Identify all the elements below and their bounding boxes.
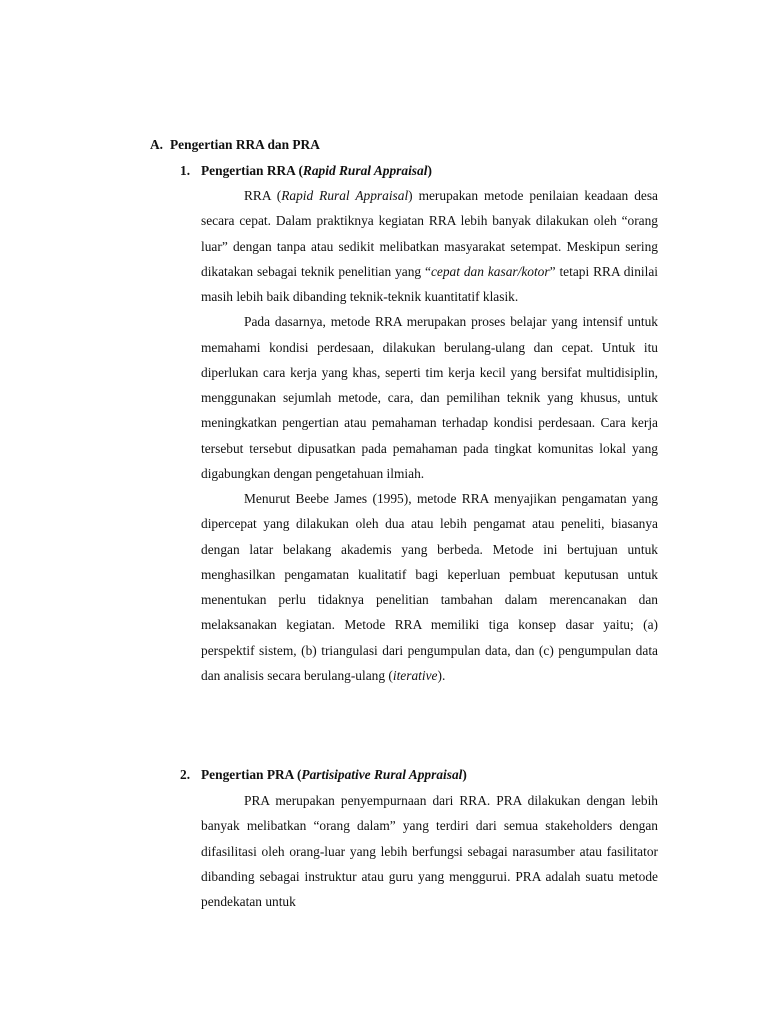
subsection-1-body (201, 183, 658, 688)
subsection-1-title-prefix: Pengertian RRA ( (201, 163, 303, 178)
section-marker: A. (150, 137, 164, 152)
subsection-1-title-suffix: ) (427, 163, 432, 178)
paragraph-rra-definition (201, 183, 658, 309)
italic-term: cepat dan kasar/kotor (430, 263, 550, 279)
text-run: ) merupakan metode penilaian keadaan desa secara cepat. Dalam praktiknya kegiatan RRA lebih banyak dilakukan oleh “orang luar” dengan tanpa atau sedikit melibatkan masyarakat setempat. Meskipun sering dikatakan sebagai teknik penelitian yang “ (201, 188, 658, 279)
italic-term: Rapid Rural Appraisal (281, 188, 409, 203)
subsection-1-title-italic: Rapid Rural Appraisal (302, 163, 428, 178)
text-run: RRA ( (244, 188, 282, 203)
subsection-2-number: 2. (180, 767, 191, 782)
subsection-2-title-suffix: ) (462, 767, 467, 782)
text-run: ” tetapi RRA dinilai masih lebih baik dibanding teknik-teknik kuantitatif klasik. (201, 263, 658, 304)
text-run: Menurut Beebe James (1995), metode RRA menyajikan pengamatan yang dipercepat yang dilakukan oleh dua atau lebih pengamat atau peneliti, biasanya dengan latar belakang akademis yang berbeda. Metode ini bertujuan untuk menghasilkan pengamatan kualitatif bagi keperluan pembuat keputusan untuk menentukan perlu tidaknya penelitian tambahan dalam merencanakan dan melaksanakan kegiatan. Metode RRA memiliki tiga konsep dasar yaitu; (a) perspektif sistem, (b) triangulasi dari pengumpulan data, dan (c) pengumpulan data dan analisis secara berulang-ulang ( (201, 491, 658, 683)
subsection-1-number: 1. (180, 163, 191, 178)
section-title: Pengertian RRA dan PRA (170, 137, 320, 152)
text-run: ). (437, 667, 446, 683)
paragraph-rra-beebe (201, 486, 658, 688)
subsection-2-title-prefix: Pengertian PRA ( (201, 767, 302, 782)
subsection-2-body (201, 788, 658, 914)
section-heading (150, 135, 320, 155)
italic-term: iterative (392, 667, 438, 683)
paragraph-pra-definition: PRA merupakan penyempurnaan dari RRA. PRA dilakukan dengan lebih banyak melibatkan “orang dalam” yang terdiri dari semua stakeholders dengan difasilitasi oleh orang-luar yang lebih berfungsi sebagai narasumber atau fasilitator dibanding sebagai instruktur atau guru yang menggurui. PRA adalah suatu metode pendekatan untuk (201, 793, 658, 909)
subsection-2-heading (180, 765, 467, 785)
subsection-2-title-italic: Partisipative Rural Appraisal (301, 767, 463, 782)
subsection-1-heading (180, 161, 432, 181)
paragraph-rra-process: Pada dasarnya, metode RRA merupakan proses belajar yang intensif untuk memahami kondisi perdesaan, dilakukan berulang-ulang dan cepat. Untuk itu diperlukan cara kerja yang khas, seperti tim kerja kecil yang bersifat multidisiplin, menggunakan sejumlah metode, cara, dan pemilihan teknik yang khusus, untuk meningkatkan pengertian atau pemahaman terhadap kondisi perdesaan. Cara kerja tersebut tersebut dipusatkan pada pemahaman pada tingkat komunitas lokal yang digabungkan dengan pengetahuan ilmiah. (201, 314, 658, 481)
